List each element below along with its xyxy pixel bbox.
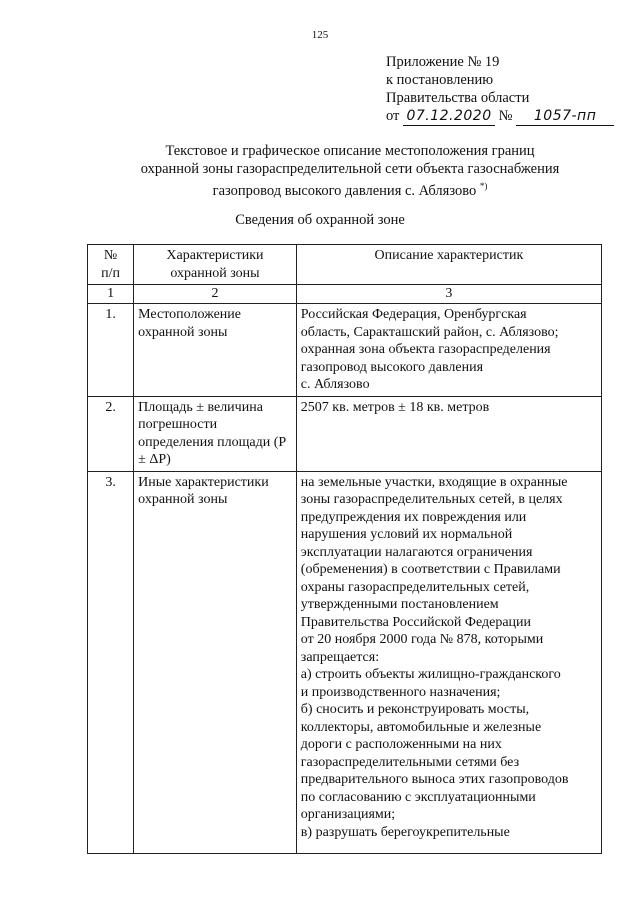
description-line: предварительного выноса этих газопроводов — [300, 772, 569, 787]
description-line: утвержденными постановлением — [300, 597, 499, 612]
row-description — [296, 471, 601, 853]
appendix-block — [386, 53, 614, 126]
table-row — [88, 396, 602, 471]
description-line: охранная зона объекта газораспределения — [300, 342, 551, 357]
description-line: (обременения) в соответствии с Правилами — [300, 562, 561, 577]
row-characteristic: Местоположение охранной зоны — [134, 304, 297, 397]
row-description — [296, 304, 601, 397]
row-characteristic: Площадь ± величина погрешности определения площади (P ± ΔP) — [134, 396, 297, 471]
column-number-row — [88, 285, 602, 304]
description-line: а) строить объекты жилищно-гражданского — [300, 667, 561, 682]
header-description: Описание характеристик — [296, 245, 601, 285]
description-line: в) разрушать берегоукрепительные — [300, 824, 510, 840]
appendix-line-2: к постановлению — [386, 72, 494, 88]
description-line: б) сносить и реконструировать мосты, — [300, 702, 530, 717]
footnote-mark: *) — [479, 181, 488, 191]
zone-info-table — [87, 244, 602, 854]
description-line: эксплуатации налагаются ограничения — [300, 544, 533, 560]
description-line: газопровод высокого давления — [300, 359, 484, 375]
document-title — [60, 143, 640, 200]
description-line: Российская Федерация, Оренбургская — [300, 307, 527, 322]
description-line: и производственного назначения; — [300, 684, 501, 700]
table-row — [88, 471, 602, 853]
from-prefix: от — [386, 108, 400, 124]
description-line: зоны газораспределительных сетей, в целях — [300, 492, 563, 507]
description-line: с. Аблязово — [300, 377, 370, 392]
title-line-2: охранной зоны газораспределительной сети объекта газоснабжения — [140, 160, 560, 177]
row-number: 1. — [88, 304, 134, 397]
section-title: Сведения об охранной зоне — [235, 212, 405, 228]
handwritten-date: 07.12.2020 — [403, 107, 495, 126]
table-row — [88, 304, 602, 397]
description-line: область, Саракташский район, с. Аблязово; — [300, 324, 559, 340]
row-number: 2. — [88, 396, 134, 471]
column-number: 2 — [134, 285, 297, 304]
column-number: 1 — [88, 285, 134, 304]
row-characteristic: Иные характеристики охранной зоны — [134, 471, 297, 853]
description-line: предупреждения их повреждения или — [300, 509, 527, 525]
appendix-date-line — [386, 107, 614, 126]
description-line: охраны газораспределительных сетей, — [300, 579, 530, 595]
description-line: газораспределительными сетями без — [300, 754, 520, 770]
page-number: 125 — [311, 29, 329, 41]
appendix-line-1: Приложение № 19 — [386, 54, 500, 70]
row-number: 3. — [88, 471, 134, 853]
column-number: 3 — [296, 285, 601, 304]
appendix-line-3: Правительства области — [386, 90, 530, 106]
description-line: 2507 кв. метров ± 18 кв. метров — [300, 399, 490, 415]
description-line: дороги с расположенными на них — [300, 737, 502, 752]
description-line: от 20 ноября 2000 года № 878, которыми — [300, 632, 544, 647]
description-line: по согласованию с эксплуатационными — [300, 789, 536, 805]
handwritten-number: 1057-пп — [516, 107, 614, 126]
description-line: коллекторы, автомобильные и железные — [300, 719, 542, 735]
description-line: нарушения условий их нормальной — [300, 527, 513, 542]
number-sign: № — [498, 108, 513, 124]
title-line-1: Текстовое и графическое описание местоположения границ — [165, 143, 535, 159]
row-description — [296, 396, 601, 471]
header-number: № п/п — [88, 245, 134, 285]
description-line: на земельные участки, входящие в охранные — [300, 474, 568, 490]
description-line: запрещается: — [300, 649, 380, 665]
table-header-row — [88, 245, 602, 285]
header-characteristics: Характеристики охранной зоны — [134, 245, 297, 285]
description-line: Правительства Российской Федерации — [300, 614, 532, 630]
description-line: организациями; — [300, 807, 396, 822]
title-line-3: газопровод высокого давления с. Аблязово *) — [212, 181, 488, 199]
